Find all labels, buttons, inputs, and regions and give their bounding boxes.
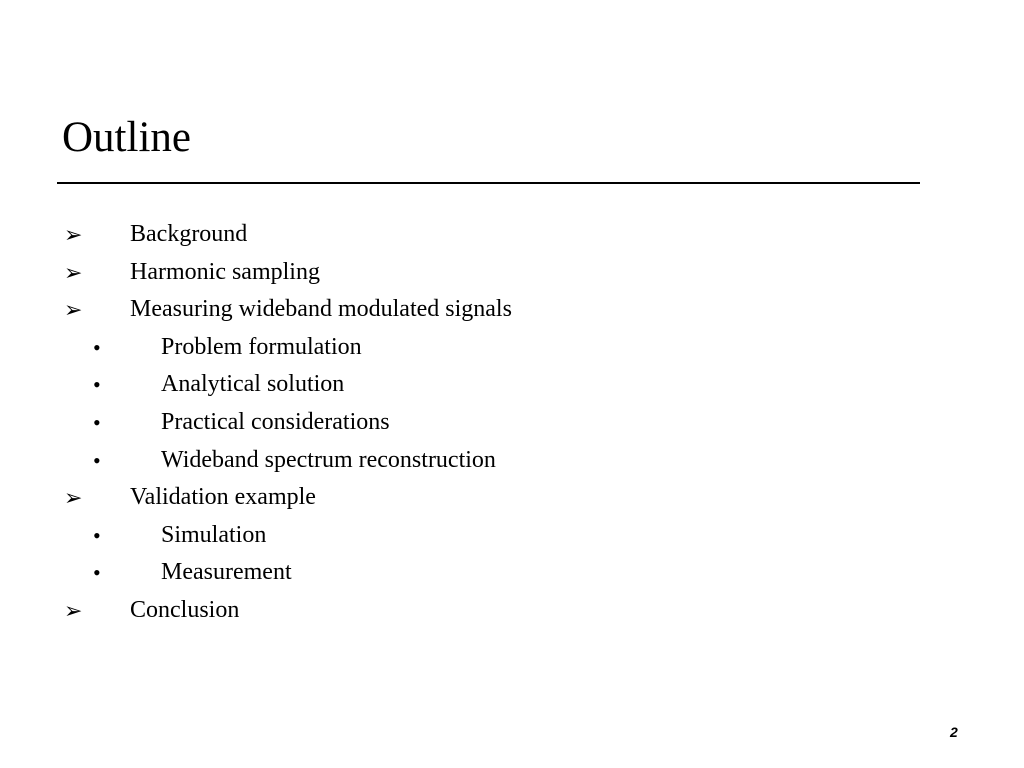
arrow-bullet-icon: ➢ — [64, 297, 83, 323]
dot-bullet-icon: • — [93, 447, 101, 473]
outline-subitem-text: Analytical solution — [161, 371, 345, 398]
arrow-bullet-icon: ➢ — [64, 259, 83, 285]
arrow-bullet-icon: ➢ — [64, 597, 83, 623]
slide-title: Outline — [62, 114, 191, 161]
dot-bullet-icon: • — [93, 334, 101, 360]
outline-item-text: Conclusion — [130, 596, 240, 623]
outline-subitem-text: Measurement — [161, 559, 292, 586]
outline-subitem-text: Problem formulation — [161, 333, 362, 360]
outline-subitem-text: Practical considerations — [161, 408, 390, 435]
outline-subitem-text: Wideband spectrum reconstruction — [161, 446, 496, 473]
outline-item-text: Validation example — [130, 484, 316, 511]
outline-item-text: Background — [130, 221, 248, 247]
arrow-bullet-icon: ➢ — [64, 485, 83, 511]
outline-item-text: Harmonic sampling — [130, 258, 320, 285]
page-number: 2 — [950, 724, 958, 740]
dot-bullet-icon: • — [93, 409, 101, 435]
outline-subitem-text: Simulation — [161, 521, 267, 548]
title-divider — [57, 182, 920, 184]
dot-bullet-icon: • — [93, 560, 101, 586]
arrow-bullet-icon: ➢ — [64, 222, 83, 247]
outline-item-text: Measuring wideband modulated signals — [130, 296, 512, 323]
dot-bullet-icon: • — [93, 522, 101, 548]
dot-bullet-icon: • — [93, 372, 101, 398]
